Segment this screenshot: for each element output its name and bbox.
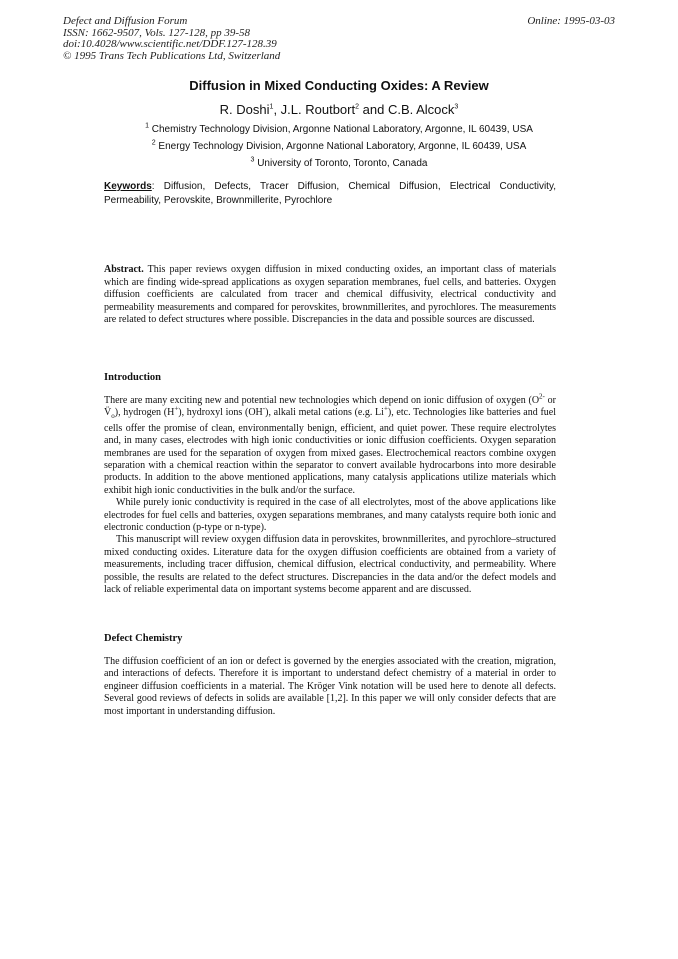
paragraph: This manuscript will review oxygen diffusion data in perovskites, brownmillerites, and pyrochlore–structured mixed conducting oxides. Literature data for the oxygen diffusion coefficients are obtained from a variety of measurements, including tracer diffusion, chemical diffusion, electrical conductivity, and permeability. Where possible, the results are related to the defect structures. Discrepancies in the data and/or the defect models and lack of reliable experimental data on important systems become apparent and are discussed.: [104, 534, 556, 596]
affiliation: [0, 158, 678, 169]
author-list: [0, 102, 678, 117]
affiliation-mark: 2: [151, 139, 156, 147]
introduction-body: [104, 392, 556, 597]
author-name: C.B. Alcock: [387, 102, 455, 117]
affiliation-mark: 1: [145, 122, 149, 130]
doi-line: doi:10.4028/www.scientific.net/DDF.127-128.39: [63, 38, 277, 50]
keywords-block: Keywords: Diffusion, Defects, Tracer Diffusion, Chemical Diffusion, Electrical Conductivity, Permeability, Perovskite, Brownmillerite, Pyrochlore: [104, 181, 556, 206]
author-separator: ,: [273, 102, 281, 117]
author-affil-mark: 2: [355, 103, 360, 111]
affiliation-mark: 3: [250, 156, 255, 164]
affiliation-text: Chemistry Technology Division, Argonne National Laboratory, Argonne, IL 60439, USA: [151, 124, 533, 135]
keywords-label: Keywords: [104, 181, 152, 192]
author-affil-mark: 3: [454, 103, 459, 111]
section-heading-introduction: Introduction: [104, 372, 161, 383]
author-name: R. Doshi: [219, 102, 270, 117]
paragraph: There are many exciting new and potential new technologies which depend on ionic diffusion of oxygen ($O^{2-}$ or $V̈_o$), hydrogen (H+), hydroxyl ions (OH-), alkali metal cations (e.g. Li+), etc. Technologies like batteries and fuel cells offer the promise of clean, environmentally benign, efficient, and quiet power. These require electrolytes and, in many cases, electrodes with high ionic conductivities or ionic diffusion coefficients. Oxygen separation membranes are used for the separation of oxygen from mixed gases. Electrochemical reactors combine oxygen separation with a chemical reaction within the separator to convert available hydrocarbons into more desirable products. In addition to the above mentioned applications, many catalysis applications utilize materials which exhibit high ionic conductivities in the bulk and/or the surface.: [104, 392, 556, 496]
abstract-block: [104, 264, 556, 327]
abstract-label: Abstract.: [104, 264, 144, 275]
journal-name: Defect and Diffusion Forum: [63, 15, 188, 27]
online-date: Online: 1995-03-03: [527, 15, 615, 27]
author-separator: and: [359, 102, 388, 117]
defect-chemistry-body: [104, 656, 556, 718]
paragraph: The diffusion coefficient of an ion or defect is governed by the energies associated with the creation, migration, and interactions of defects. Therefore it is important to understand defect chemistry of a material in order to engineer diffusion coefficients in a material. The Kröger Vink notation will be used here to denote all defects. Several good reviews of defects in solids are available [1,2]. In this paper we will only consider defects that are most important in understanding diffusion.: [104, 656, 556, 717]
affiliation-text: Energy Technology Division, Argonne National Laboratory, Argonne, IL 60439, USA: [158, 141, 527, 152]
section-heading-defect-chemistry: Defect Chemistry: [104, 633, 183, 644]
issn-line: ISSN: 1662-9507, Vols. 127-128, pp 39-58: [63, 26, 250, 39]
keywords-text: Diffusion, Defects, Tracer Diffusion, Chemical Diffusion, Electrical Conductivity, Permeability, Perovskite, Brownmillerite, Pyrochlore: [104, 181, 556, 206]
author-affil-mark: 1: [269, 103, 274, 111]
affiliation-text: University of Toronto, Toronto, Canada: [257, 158, 428, 169]
affiliation: [0, 124, 678, 135]
paragraph: While purely ionic conductivity is required in the case of all electrolytes, most of the above applications like electrodes for fuel cells and batteries, oxygen separations membranes, and many catalysts require both ionic and electronic conduction (p-type or n-type).: [104, 497, 556, 534]
paper-title: Diffusion in Mixed Conducting Oxides: A Review: [189, 78, 489, 93]
abstract-text: This paper reviews oxygen diffusion in mixed conducting oxides, an important class of materials which are finding wide-spread applications as oxygen separation membranes, fuel cells, and batteries. Oxygen diffusion coefficients are calculated from tracer and chemical diffusivity, electrical conductivity and permeability measurements and compared for perovskites, brownmillerites, and pyrochlores. The measurements are related to defect structures where possible. Discrepancies in the data and possible sources are discussed.: [104, 264, 556, 325]
affiliation: [0, 141, 678, 152]
copyright-line: © 1995 Trans Tech Publications Ltd, Switzerland: [63, 49, 281, 62]
journal-header: [63, 16, 483, 62]
author-name: J.L. Routbort: [280, 102, 356, 117]
